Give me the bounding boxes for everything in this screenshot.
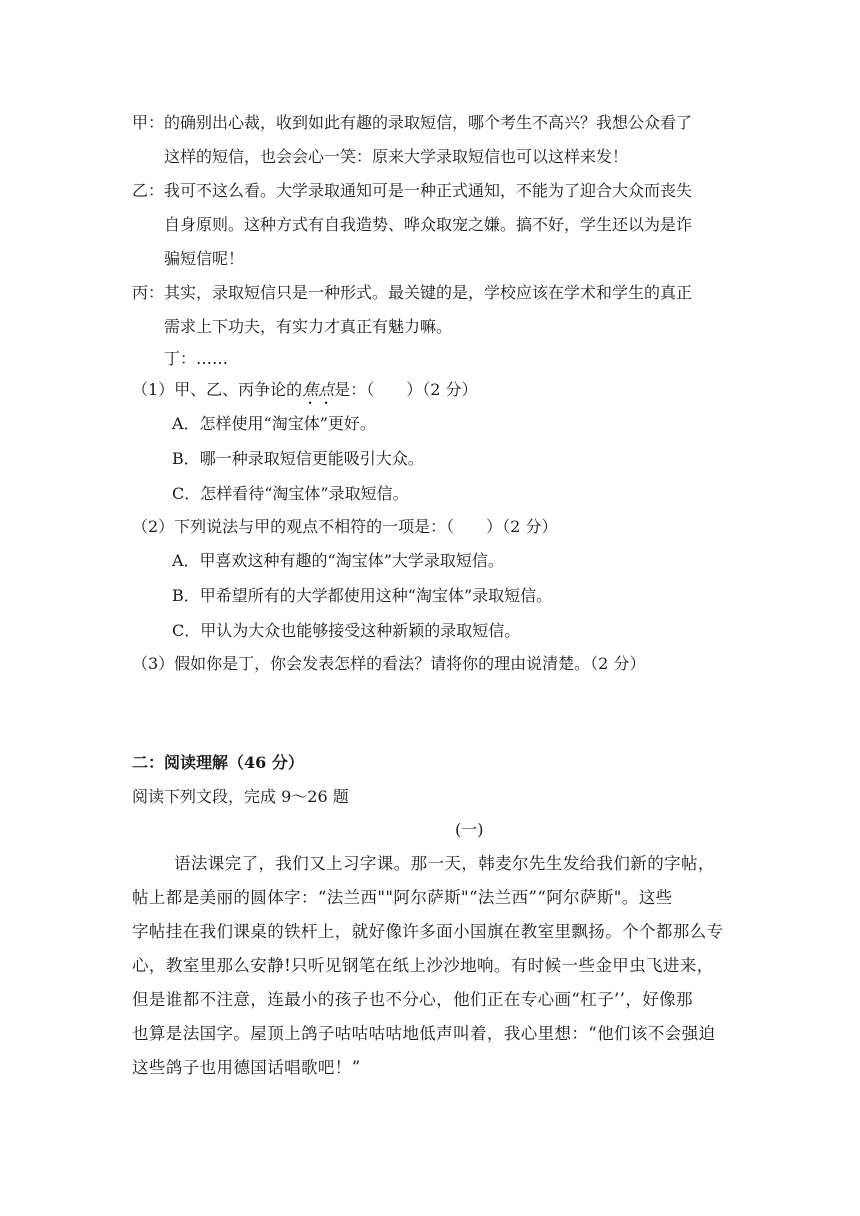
question-2-stem: （2）下列说法与甲的观点不相符的一项是：（ ）（2 分） bbox=[132, 517, 558, 536]
passage-line-6: 也算是法国字。屋顶上鸽子咕咕咕咕地低声叫着，我心里想：“他们该不会强迫 bbox=[132, 1024, 716, 1043]
passage-line-4: 心，教室里那么安静!只听见钢笔在纸上沙沙地响。有时候一些金甲虫飞进来， bbox=[132, 956, 714, 975]
question-3-stem: （3）假如你是丁，你会发表怎样的看法？请将你的理由说清楚。（2 分） bbox=[132, 654, 646, 673]
dialogue-ding-line: 丁：…… bbox=[164, 349, 229, 368]
question-1-stem: （1）甲、乙、丙争论的焦点是：（ ）（2 分） bbox=[132, 380, 478, 399]
passage-line-5: 但是谁都不注意，连最小的孩子也不分心，他们正在专心画“杠子’’，好像那 bbox=[132, 990, 693, 1009]
dialogue-yi-line-2: 自身原则。这种方式有自我造势、哗众取宠之嫌。搞不好，学生还以为是诈 bbox=[164, 215, 693, 234]
passage-line-2: 帖上都是美丽的圆体字：“法兰西""阿尔萨斯"“法兰西”“阿尔萨斯"。这些 bbox=[132, 888, 673, 907]
passage-line-3: 字帖挂在我们课桌的铁杆上，就好像许多面小国旗在教室里飘扬。个个都那么专 bbox=[132, 922, 724, 941]
question-2-option-a: A．甲喜欢这种有趣的“淘宝体”大学录取短信。 bbox=[172, 551, 504, 570]
speaker-yi: 乙： bbox=[132, 181, 165, 200]
question-2-option-b: B．甲希望所有的大学都使用这种“淘宝体”录取短信。 bbox=[172, 586, 553, 605]
speaker-jia: 甲： bbox=[132, 113, 165, 132]
passage-line-7: 这些鸽子也用德国话唱歌吧！” bbox=[132, 1058, 361, 1077]
passage-part-label: (一) bbox=[455, 820, 484, 839]
dialogue-yi-line-1: 乙：我可不这么看。大学录取通知可是一种正式通知，不能为了迎合大众而丧失 bbox=[132, 181, 693, 200]
dialogue-bing-line-2: 需求上下功夫，有实力才真正有魅力嘛。 bbox=[164, 317, 453, 336]
question-1-option-a: A．怎样使用“淘宝体”更好。 bbox=[172, 414, 376, 433]
speaker-bing: 丙： bbox=[132, 283, 165, 302]
question-1-option-b: B．哪一种录取短信更能吸引大众。 bbox=[172, 449, 424, 468]
dialogue-bing-line-1: 丙：其实，录取短信只是一种形式。最关键的是，学校应该在学术和学生的真正 bbox=[132, 283, 693, 302]
dialogue-yi-line-3: 骗短信呢！ bbox=[164, 249, 245, 268]
question-1-option-c: C．怎样看待“淘宝体”录取短信。 bbox=[172, 484, 409, 503]
dialogue-jia-line-1: 甲：的确别出心裁，收到如此有趣的录取短信，哪个考生不高兴？我想公众看了 bbox=[132, 113, 693, 132]
section-2-title: 二：阅读理解（46 分） bbox=[132, 753, 304, 772]
passage-line-1: 语法课完了，我们又上习字课。那一天，韩麦尔先生发给我们新的字帖， bbox=[174, 854, 715, 873]
question-2-option-c: C．甲认为大众也能够接受这种新颖的录取短信。 bbox=[172, 621, 521, 640]
emphasized-word: 焦点 bbox=[302, 380, 335, 399]
dialogue-jia-line-2: 这样的短信，也会会心一笑：原来大学录取短信也可以这样来发！ bbox=[164, 147, 629, 166]
section-2-instruction: 阅读下列文段，完成 9～26 题 bbox=[132, 787, 349, 806]
speaker-ding: 丁： bbox=[164, 349, 197, 368]
